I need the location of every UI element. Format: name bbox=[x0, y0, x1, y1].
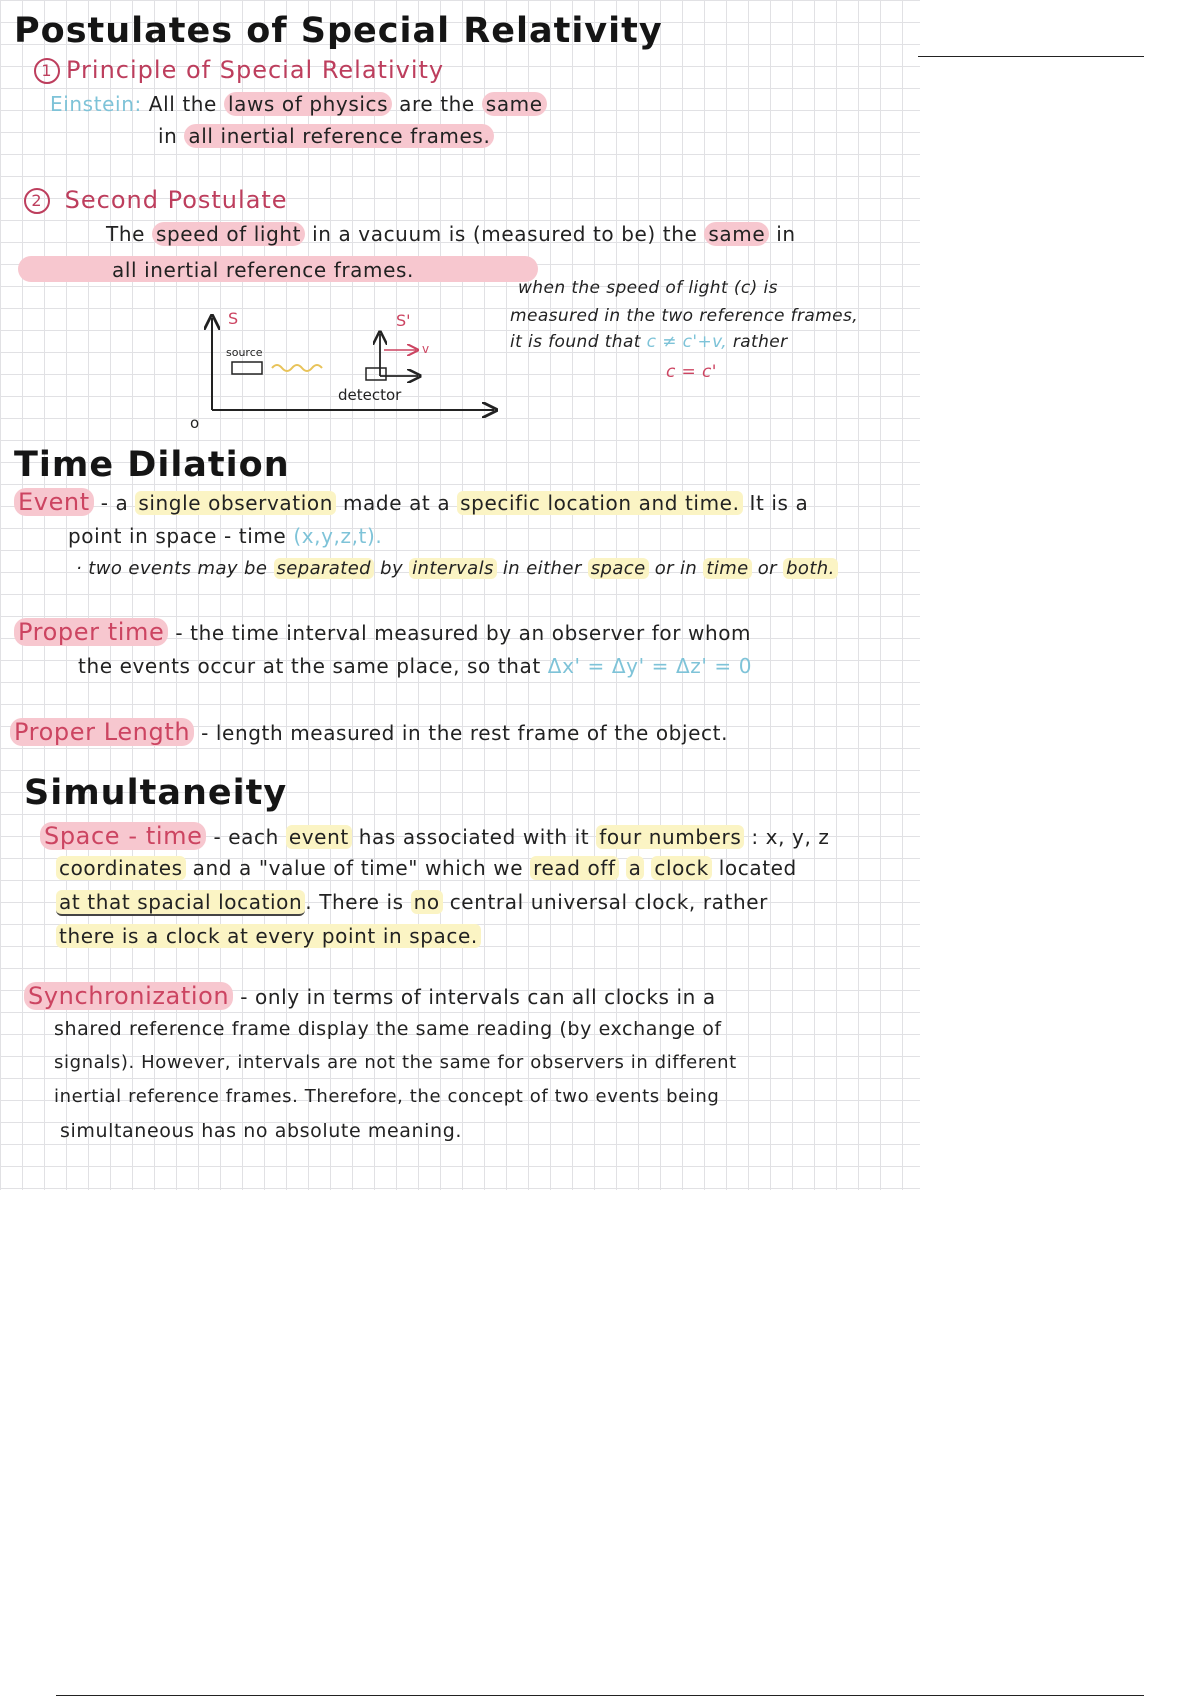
text-span: - length measured in the rest frame of the object. bbox=[201, 721, 729, 745]
detector-label: detector bbox=[338, 386, 402, 404]
text-span: - only in terms of intervals can all clocks in a bbox=[240, 985, 716, 1009]
proper-time-line-1 bbox=[14, 618, 751, 647]
text-span: or in bbox=[654, 558, 698, 579]
highlight-read-off: read off bbox=[530, 856, 619, 880]
highlight-time: time bbox=[703, 558, 751, 579]
text-span: : x, y, z bbox=[751, 825, 830, 849]
note-line-2: measured in the two reference frames, bbox=[510, 306, 859, 326]
text-span: - a bbox=[100, 491, 129, 515]
postulate-1-heading bbox=[34, 56, 444, 85]
sync-term: Synchronization bbox=[24, 982, 233, 1010]
s-prime-label: S' bbox=[396, 311, 411, 330]
text-span: in either bbox=[502, 558, 582, 579]
inequality-text: c ≠ c'+v, bbox=[646, 332, 727, 352]
postulate-2-title: Second Postulate bbox=[64, 186, 288, 214]
origin-label: o bbox=[190, 414, 200, 432]
text-span: - the time interval measured by an observer for whom bbox=[175, 621, 752, 645]
text-span: in bbox=[158, 124, 178, 148]
highlight-a: a bbox=[626, 856, 645, 880]
text-span: . There is bbox=[305, 890, 404, 914]
velocity-label: v bbox=[422, 342, 430, 356]
text-span: in a vacuum is (measured to be) the bbox=[312, 222, 698, 246]
text-span: the events occur at the same place, so that bbox=[78, 654, 541, 678]
reference-frame-diagram bbox=[180, 300, 510, 440]
highlight-same-2: same bbox=[704, 222, 769, 246]
text-span: it is found that bbox=[510, 332, 641, 352]
text-span: in bbox=[776, 222, 796, 246]
spacetime-line-2 bbox=[56, 856, 797, 880]
highlight-spacial-location: at that spacial location bbox=[56, 890, 305, 916]
text-span: by bbox=[380, 558, 404, 579]
time-dilation-title: Time Dilation bbox=[14, 445, 290, 485]
highlight-laws: laws of physics bbox=[224, 92, 392, 116]
text-span: central universal clock, rather bbox=[449, 890, 768, 914]
highlight-clock-every-point: there is a clock at every point in space. bbox=[56, 924, 481, 948]
proper-time-equation: Δx' = Δy' = Δz' = 0 bbox=[547, 654, 753, 678]
text-span: are the bbox=[399, 92, 475, 116]
highlight-four-numbers: four numbers bbox=[596, 825, 744, 849]
postulate-1-title: Principle of Special Relativity bbox=[66, 56, 445, 84]
text-span: The bbox=[106, 222, 145, 246]
highlight-both: both. bbox=[783, 558, 838, 579]
highlight-intervals: intervals bbox=[409, 558, 497, 579]
proper-time-line-2 bbox=[78, 654, 752, 678]
text-span: · two events may be bbox=[76, 558, 268, 579]
highlight-frames: all inertial reference frames. bbox=[184, 124, 494, 148]
text-span: has associated with it bbox=[358, 825, 590, 849]
event-line-2 bbox=[68, 524, 382, 548]
postulate-1-line-1 bbox=[50, 92, 547, 116]
sync-line-3: signals). However, intervals are not the same for observers in different bbox=[54, 1052, 737, 1073]
spacetime-coords: (x,y,z,t). bbox=[293, 524, 383, 548]
page-title: Postulates of Special Relativity bbox=[14, 11, 663, 51]
spacetime-line-1 bbox=[40, 822, 829, 851]
postulate-2-line-2: all inertial reference frames. bbox=[112, 258, 414, 282]
highlight-coordinates: coordinates bbox=[56, 856, 186, 880]
note-line-1: when the speed of light (c) is bbox=[518, 278, 778, 298]
bottom-rule bbox=[56, 1695, 1144, 1696]
text-span: or bbox=[757, 558, 777, 579]
highlight-space: space bbox=[588, 558, 649, 579]
spacetime-line-4 bbox=[56, 924, 481, 948]
postulate-1-number: 1 bbox=[34, 58, 60, 84]
proper-length-line bbox=[10, 718, 728, 747]
event-term: Event bbox=[14, 488, 94, 516]
simultaneity-title: Simultaneity bbox=[24, 773, 288, 813]
text-span: rather bbox=[732, 332, 788, 352]
top-right-rule bbox=[918, 56, 1144, 57]
proper-time-term: Proper time bbox=[14, 618, 168, 646]
light-wave bbox=[272, 365, 322, 371]
event-line-3 bbox=[76, 558, 838, 580]
detector-box bbox=[366, 368, 386, 380]
einstein-label: Einstein: bbox=[50, 92, 142, 116]
sync-line-1 bbox=[24, 982, 716, 1011]
highlight-no: no bbox=[411, 890, 443, 914]
event-line-1 bbox=[14, 488, 808, 517]
text-span: point in space - time bbox=[68, 524, 287, 548]
s-label: S bbox=[228, 309, 239, 328]
text-span: It is a bbox=[749, 491, 809, 515]
spacetime-line-3 bbox=[56, 890, 768, 914]
text-span: made at a bbox=[342, 491, 451, 515]
postulate-2-number: 2 bbox=[24, 188, 50, 214]
postulate-1-line-2 bbox=[158, 124, 494, 148]
sync-line-2: shared reference frame display the same reading (by exchange of bbox=[54, 1018, 722, 1040]
postulate-2-heading bbox=[24, 186, 288, 215]
text-span: All the bbox=[148, 92, 217, 116]
postulate-2-line-1 bbox=[106, 222, 796, 246]
highlight-speed-of-light: speed of light bbox=[152, 222, 305, 246]
text-span: located bbox=[718, 856, 797, 880]
highlight-same: same bbox=[482, 92, 547, 116]
sync-line-5: simultaneous has no absolute meaning. bbox=[60, 1120, 462, 1142]
highlight-location-time: specific location and time. bbox=[457, 491, 742, 515]
highlight-clock: clock bbox=[651, 856, 711, 880]
proper-length-term: Proper Length bbox=[10, 718, 194, 746]
highlight-separated: separated bbox=[274, 558, 375, 579]
text-span: and a "value of time" which we bbox=[192, 856, 524, 880]
spacetime-term: Space - time bbox=[40, 822, 206, 850]
highlight-observation: single observation bbox=[135, 491, 336, 515]
text-span: - each bbox=[213, 825, 279, 849]
source-label: source bbox=[226, 346, 263, 359]
note-line-3 bbox=[510, 332, 788, 352]
highlight-event: event bbox=[286, 825, 352, 849]
source-box bbox=[232, 362, 262, 374]
sync-line-4: inertial reference frames. Therefore, the concept of two events being bbox=[54, 1086, 720, 1107]
note-line-4: c = c' bbox=[666, 362, 717, 382]
